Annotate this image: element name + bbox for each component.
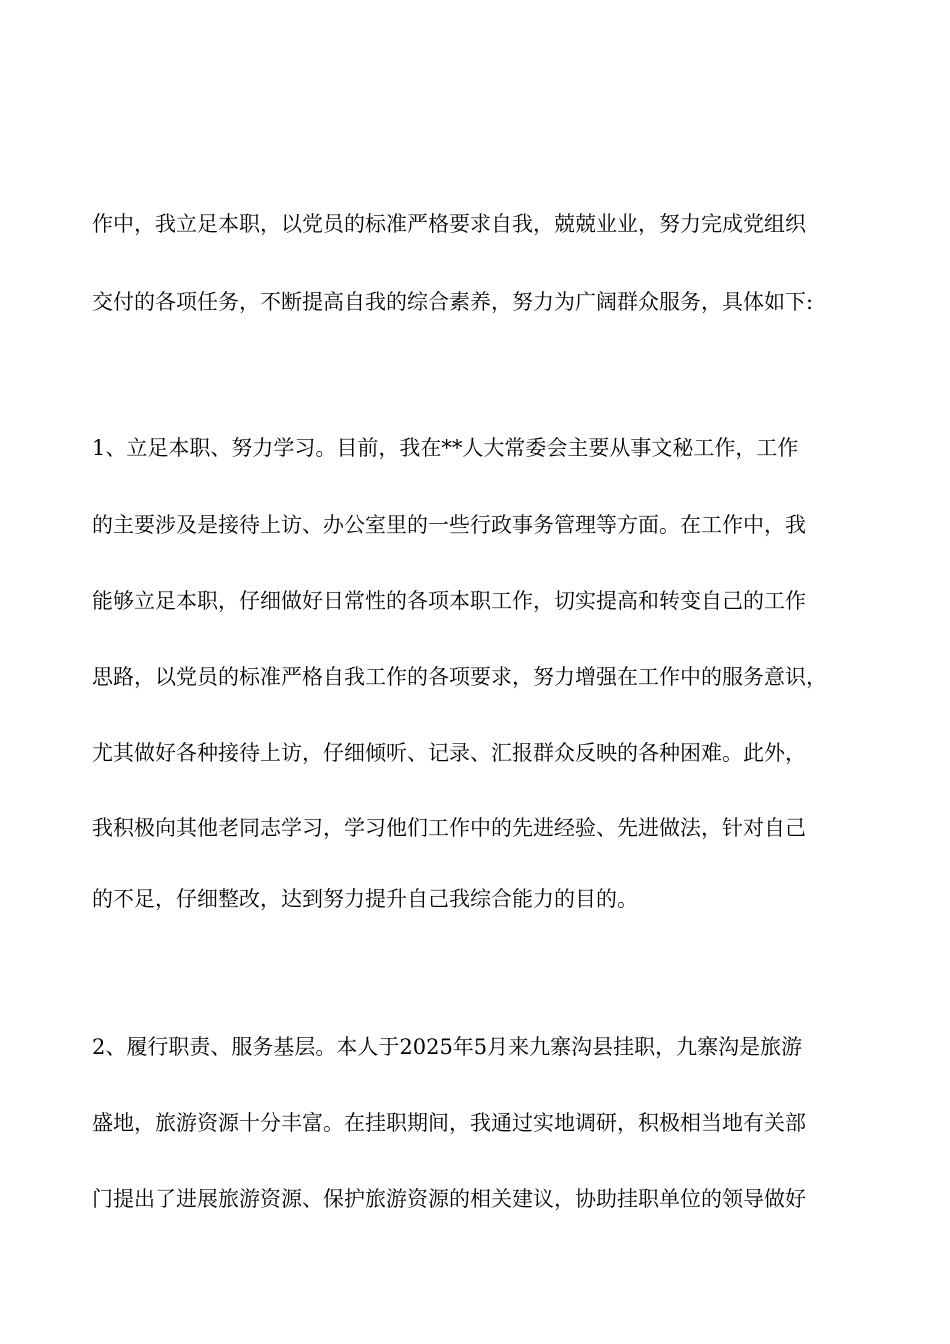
paragraph-1-line-1: 作中，我立足本职，以党员的标准严格要求自我，兢兢业业，努力完成党组织 <box>92 212 806 236</box>
paragraph-2-line-3: 能够立足本职，仔细做好日常性的各项本职工作，切实提高和转变自己的工作 <box>92 589 806 613</box>
paragraph-3-line-3: 门提出了进展旅游资源、保护旅游资源的相关建议，协助挂职单位的领导做好 <box>92 1187 806 1211</box>
paragraph-2-line-2: 的主要涉及是接待上访、办公室里的一些行政事务管理等方面。在工作中，我 <box>92 513 806 537</box>
paragraph-2-line-1: 1、立足本职、努力学习。目前，我在**人大常委会主要从事文秘工作，工作 <box>92 436 799 460</box>
paragraph-1-line-2: 交付的各项任务，不断提高自我的综合素养，努力为广阔群众服务，具体如下: <box>92 290 814 314</box>
paragraph-3-line-2: 盛地，旅游资源十分丰富。在挂职期间，我通过实地调研，积极相当地有关部 <box>92 1111 806 1135</box>
paragraph-2-line-5: 尤其做好各种接待上访，仔细倾听、记录、汇报群众反映的各种困难。此外， <box>92 741 806 765</box>
paragraph-2-line-4: 思路，以党员的标准严格自我工作的各项要求，努力增强在工作中的服务意识， <box>92 665 827 689</box>
paragraph-2-line-6: 我积极向其他老同志学习，学习他们工作中的先进经验、先进做法，针对自己 <box>92 816 806 840</box>
paragraph-3-line-1: 2、履行职责、服务基层。本人于2025年5月来九寨沟县挂职，九寨沟是旅游 <box>92 1035 803 1059</box>
paragraph-2-line-7: 的不足，仔细整改，达到努力提升自己我综合能力的目的。 <box>92 887 638 911</box>
